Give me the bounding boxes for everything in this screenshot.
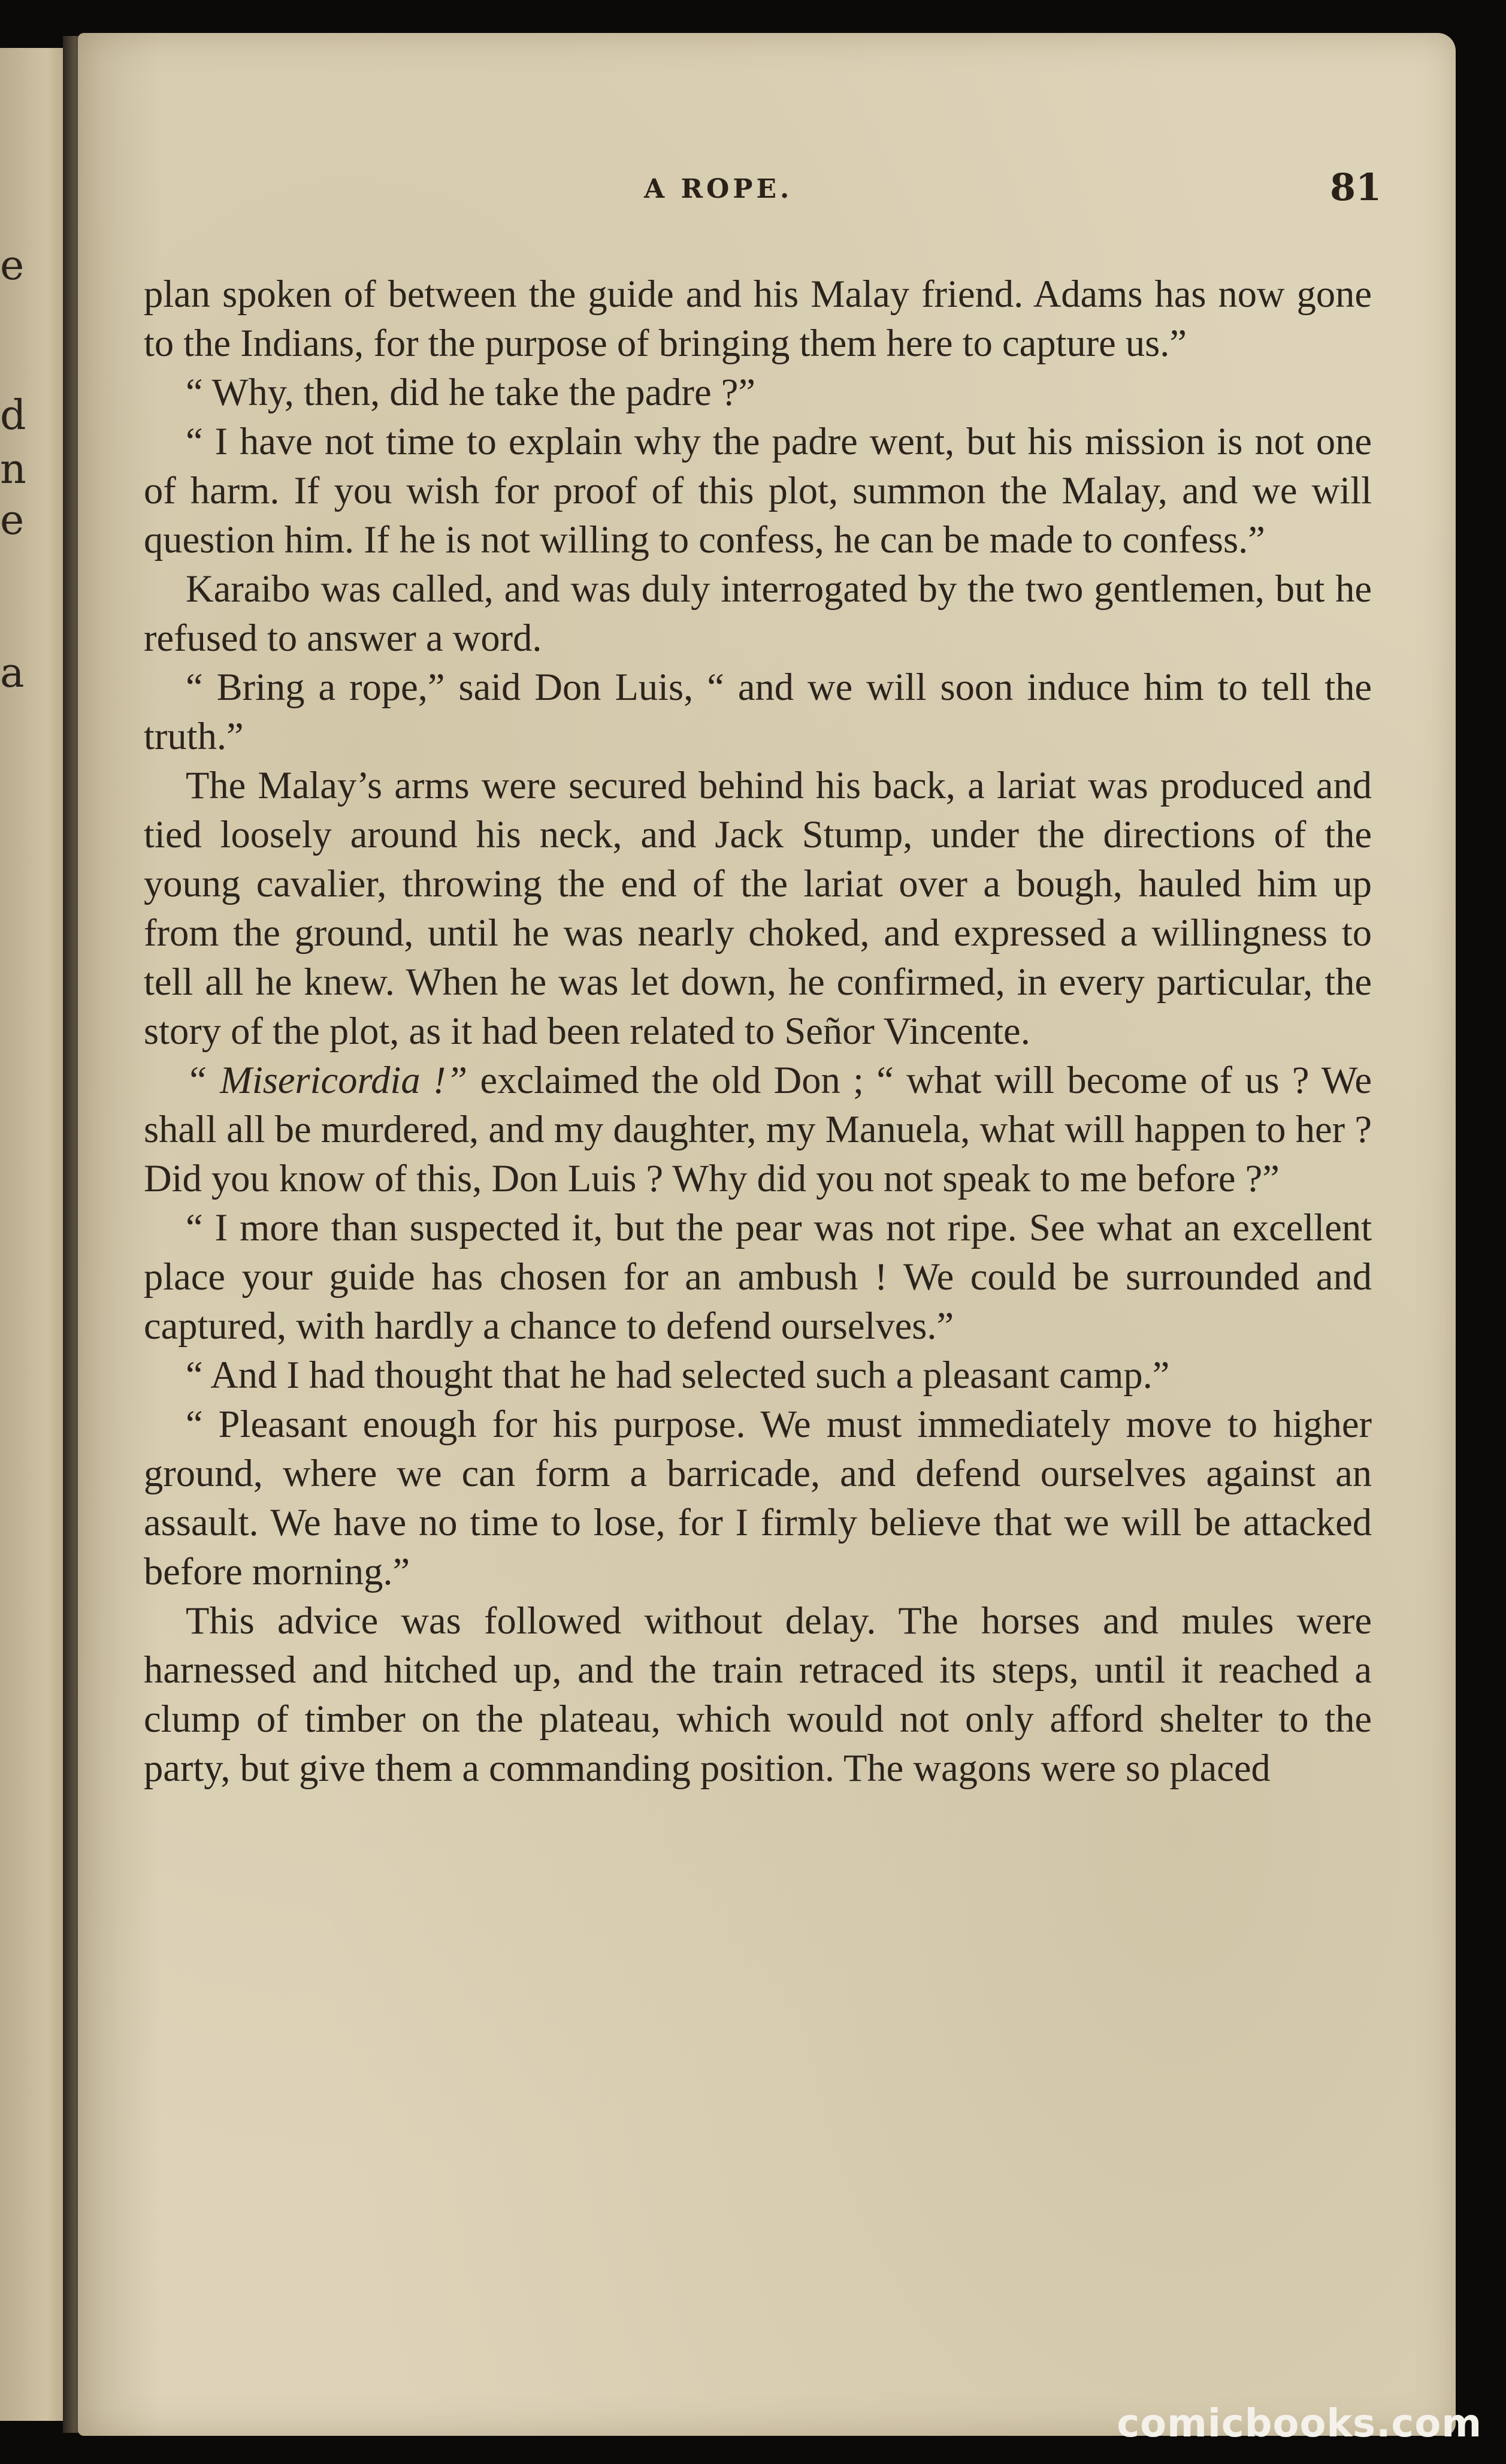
- body-text: [144, 270, 1372, 1793]
- paragraph: [144, 1056, 1372, 1203]
- paragraph: This advice was followed without delay. The horses and mules were harnessed and hitched up, and the train retraced its steps, until it reached a clump of timber on the plateau, which would not only afford shelter to the party, but give them a commanding position. The wagons were so placed: [144, 1599, 1372, 1789]
- page-number: 81: [1330, 165, 1382, 209]
- running-head: [78, 165, 1456, 222]
- facing-page-fragment: n: [0, 446, 26, 493]
- paragraph: plan spoken of between the guide and his Malay friend. Adams has now gone to the Indians, for the purpose of bringing them here to capture us.”: [144, 273, 1372, 364]
- paragraph: “ And I had thought that he had selected such a pleasant camp.”: [186, 1354, 1170, 1396]
- watermark: comicbooks.com: [1117, 2402, 1482, 2446]
- paragraph: “ Pleasant enough for his purpose. We must immediately move to higher ground, where we can form a barricade, and defend ourselves against an assault. We have no time to lose, for I firmly believe that we will be attacked before morning.”: [144, 1403, 1372, 1593]
- italic-exclamation: “ Misericordia !”: [186, 1059, 468, 1101]
- paragraph: Karaibo was called, and was duly interrogated by the two gentlemen, but he refused to answer a word.: [144, 567, 1372, 659]
- paragraph: “ Why, then, did he take the padre ?”: [186, 371, 755, 413]
- paragraph: “ I have not time to explain why the padre went, but his mission is not one of harm. If you wish for proof of this plot, summon the Malay, and we will question him. If he is not willing to confess, he can be made to confess.”: [144, 420, 1372, 561]
- paragraph: The Malay’s arms were secured behind his back, a lariat was produced and tied loosely around his neck, and Jack Stump, under the directions of the young cavalier, throwing the end of the lariat over a bough, hauled him up from the ground, until he was nearly choked, and expressed a willingness to tell all he knew. When he was let down, he confirmed, in every particular, the story of the plot, as it had been related to Señor Vincente.: [144, 764, 1372, 1052]
- running-title: A ROPE.: [644, 174, 793, 204]
- facing-page-fragment: e: [0, 497, 25, 544]
- facing-page-fragment: a: [0, 650, 25, 697]
- paragraph: “ I more than suspected it, but the pear was not ripe. See what an excellent place your guide has chosen for an ambush ! We could be surrounded and captured, with hardly a chance to defend ourselves.”: [144, 1206, 1372, 1347]
- facing-page-fragment: e: [0, 242, 25, 289]
- book-page: [78, 33, 1456, 2436]
- facing-page-fragment: d: [0, 392, 26, 439]
- paragraph-rest: exclaimed the old Don ; “ what will become of us ? We shall all be murdered, and my daughter, my Manuela, what will happen to her ? Did you know of this, Don Luis ? Why did you not speak to me before ?”: [144, 1059, 1372, 1200]
- paragraph: “ Bring a rope,” said Don Luis, “ and we will soon induce him to tell the truth.”: [144, 666, 1372, 757]
